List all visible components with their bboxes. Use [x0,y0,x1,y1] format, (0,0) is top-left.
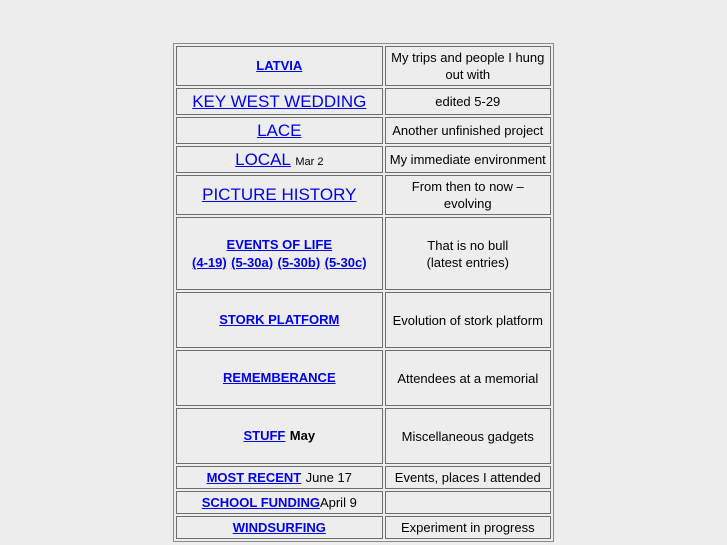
description-cell [385,491,551,514]
description-cell: Events, places I attended [385,466,551,489]
link-cell [176,146,383,173]
link-cell [176,175,383,215]
events-sublink-4-19[interactable]: (4-19) [192,254,227,270]
description-cell: From then to now – evolving [385,175,551,215]
description-cell: edited 5-29 [385,88,551,115]
events-sublinks [180,254,379,272]
stuff-date-note: May [289,428,316,443]
table-row [176,491,551,514]
events-sublink-5-30a[interactable]: (5-30a) [231,254,274,270]
table-row [176,350,551,406]
table-row [176,217,551,290]
link-cell [176,516,383,539]
link-cell [176,491,383,514]
local-date-note: Mar 2 [295,155,324,168]
link-cell [176,350,383,406]
link-cell [176,408,383,464]
table-row [176,292,551,348]
local-link[interactable]: LOCAL [235,149,291,169]
link-cell [176,292,383,348]
description-cell: My immediate environment [385,146,551,173]
table-row [176,466,551,489]
stuff-link[interactable]: STUFF [243,428,286,443]
events-desc-line2: (latest entries) [426,254,509,270]
school-funding-link[interactable]: SCHOOL FUNDING [201,494,320,510]
link-cell [176,117,383,144]
table-row [176,516,551,539]
table-row [176,88,551,115]
link-cell [176,466,383,489]
lace-link[interactable]: LACE [257,120,302,140]
description-cell [385,217,551,290]
link-cell [176,88,383,115]
stork-platform-link[interactable]: STORK PLATFORM [219,312,340,327]
events-sublink-5-30c[interactable]: (5-30c) [324,254,367,270]
events-of-life-link[interactable]: EVENTS OF LIFE [226,236,332,252]
key-west-wedding-link[interactable]: KEY WEST WEDDING [192,91,367,111]
latvia-link[interactable]: LATVIA [256,58,303,73]
school-funding-date-note: April 9 [319,494,357,510]
link-cell [176,46,383,86]
table-row [176,408,551,464]
description-cell: My trips and people I hung out with [385,46,551,86]
table-row [176,117,551,144]
description-cell: Evolution of stork platform [385,292,551,348]
events-desc-line1: That is no bull [427,237,509,253]
index-table [173,43,554,542]
description-cell: Another unfinished project [385,117,551,144]
most-recent-link[interactable]: MOST RECENT [206,469,302,485]
description-cell: Attendees at a memorial [385,350,551,406]
picture-history-link[interactable]: PICTURE HISTORY [202,185,357,204]
description-cell: Experiment in progress [385,516,551,539]
rememberance-link[interactable]: REMEMBERANCE [222,370,336,385]
link-cell [176,217,383,290]
table-row [176,175,551,215]
most-recent-date-note: June 17 [305,469,352,485]
table-row [176,46,551,86]
description-cell: Miscellaneous gadgets [385,408,551,464]
events-sublink-5-30b[interactable]: (5-30b) [277,254,321,270]
events-title-line [180,236,379,254]
windsurfing-link[interactable]: WINDSURFING [232,519,326,535]
table-row [176,146,551,173]
